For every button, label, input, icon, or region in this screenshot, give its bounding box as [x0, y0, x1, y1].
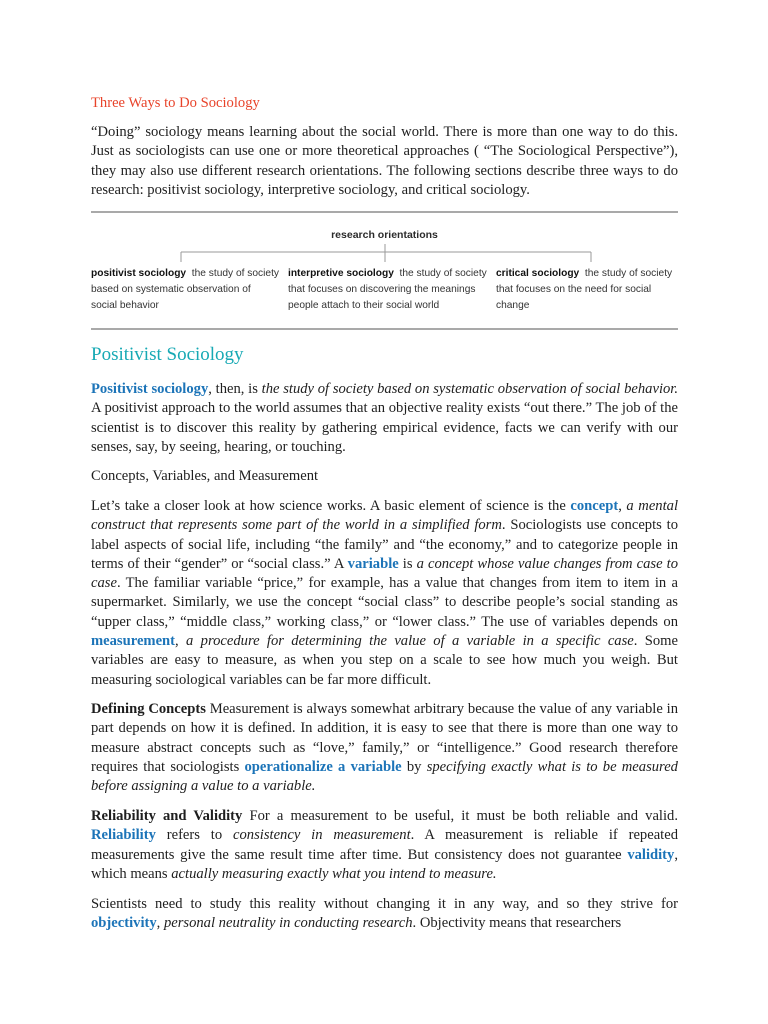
- definition-positivist-sociology: the study of society based on systematic observation of social behavior.: [261, 381, 678, 397]
- paragraph-defining-concepts: [91, 700, 678, 796]
- text-run: ,: [175, 633, 187, 650]
- text-run: Measurement is always somewhat arbitrary because the value of any variable in part depends on how it is defined. In addition, it is easy to see that there is more than one way to measure abstract concepts such as “love,” family,” or “intelligence.” Good research therefore requires that sociologists: [91, 701, 678, 775]
- lead-reliability-validity: Reliability and Validity: [91, 808, 243, 824]
- section-title: Positivist Sociology: [91, 344, 244, 365]
- text-run: . Sociologists use concepts to label aspects of social life, including “the family” and “the economy,” and to categorize people in terms of their “gender” or “social class.” A: [91, 517, 678, 572]
- term-operationalize: operationalize a variable: [244, 758, 402, 775]
- text-run: by: [401, 758, 427, 775]
- text-run: ,: [618, 498, 627, 514]
- term-positivist-sociology: Positivist sociology: [91, 381, 209, 397]
- text-run: refers to: [155, 827, 234, 844]
- text-run: . Some variables are easy to measure, as when you step on a scale to see how much you weigh. But measuring sociological variables can be far more difficult.: [91, 633, 678, 688]
- definition-variable: a concept whose value changes from case to case: [91, 555, 678, 592]
- text-run: is: [398, 555, 417, 572]
- figure-column-critical: [496, 266, 678, 313]
- paragraph-positivist: [91, 380, 678, 457]
- definition-validity: actually measuring exactly what you intend to measure.: [171, 865, 497, 882]
- figure-column-interpretive: [288, 266, 488, 313]
- text-run: . Objectivity means that researchers: [412, 915, 622, 932]
- paragraph-concepts: [91, 497, 678, 690]
- text-run: , which means: [91, 846, 678, 882]
- figure-term-positivist: positivist sociology: [91, 268, 187, 279]
- text-run: For a measurement to be useful, it must be both reliable and valid.: [242, 808, 678, 824]
- term-measurement: measurement: [91, 633, 176, 650]
- figure-def-critical: the study of society that focuses on the need for social change: [496, 268, 673, 311]
- text-run: Scientists need to study this reality without changing it in any way, and so they strive for: [91, 896, 678, 912]
- text-run: A positivist approach to the world assumes that an objective reality exists “out there.” The job of the scientist is to discover this reality by gathering empirical evidence, facts we can verify with our senses, say, by seeing, hearing, or touching.: [91, 400, 678, 455]
- text-run: , then, is: [208, 381, 262, 397]
- term-validity: validity: [627, 846, 675, 863]
- intro-paragraph: [91, 123, 678, 200]
- text-run: . A measurement is reliable if repeated measurements give the same result time after time. But consistency does not guarantee: [91, 827, 679, 863]
- lead-defining-concepts: Defining Concepts: [91, 701, 206, 717]
- figure-tree-lines: [91, 244, 678, 264]
- term-variable: variable: [347, 555, 399, 572]
- paragraph-objectivity: [91, 895, 678, 934]
- figure-term-critical: critical sociology: [496, 268, 580, 279]
- figure-top-rule: [91, 211, 678, 213]
- term-objectivity: objectivity: [91, 915, 157, 932]
- figure-def-positivist: the study of society based on systematic observation of social behavior: [91, 268, 279, 311]
- definition-reliability: consistency in measurement: [233, 827, 411, 844]
- figure-column-positivist: [91, 266, 279, 313]
- figure-bottom-rule: [91, 328, 678, 330]
- definition-measurement: a procedure for determining the value of a variable in a specific case: [186, 633, 634, 650]
- text-run: ,: [156, 915, 164, 932]
- definition-objectivity: personal neutrality in conducting research: [163, 915, 413, 932]
- term-concept: concept: [570, 498, 619, 514]
- intro-text: “Doing” sociology means learning about the social world. There is more than one way to do this. Just as sociologists can use one or more theoretical approaches ( “The Sociological Perspective”), they may also use different research orientations. The following sections describe three ways to do research: positivist sociology, interpretive sociology, and critical sociology.: [91, 124, 678, 198]
- document-title: Three Ways to Do Sociology: [91, 95, 260, 111]
- figure-term-interpretive: interpretive sociology: [288, 268, 394, 279]
- text-run: Let’s take a closer look at how science works. A basic element of science is the: [91, 498, 571, 514]
- figure-def-interpretive: the study of society that focuses on discovering the meanings people attach to their social world: [288, 268, 487, 311]
- definition-operationalize: specifying exactly what is to be measured before assigning a value to a variable.: [91, 758, 678, 795]
- figure-label: research orientations: [331, 229, 438, 241]
- definition-concept: a mental construct that represents some part of the world in a simplified form: [91, 498, 678, 534]
- paragraph-reliability-validity: [91, 807, 678, 884]
- term-reliability: Reliability: [91, 827, 156, 844]
- subheading: Concepts, Variables, and Measurement: [91, 468, 319, 484]
- text-run: . The familiar variable “price,” for example, has a value that changes from item to item in a supermarket. Similarly, we use the concept “social class” to describe people’s social standing as “upper class,” “middle class,” working class,” or “lower class.” The use of variables depends on: [91, 575, 678, 630]
